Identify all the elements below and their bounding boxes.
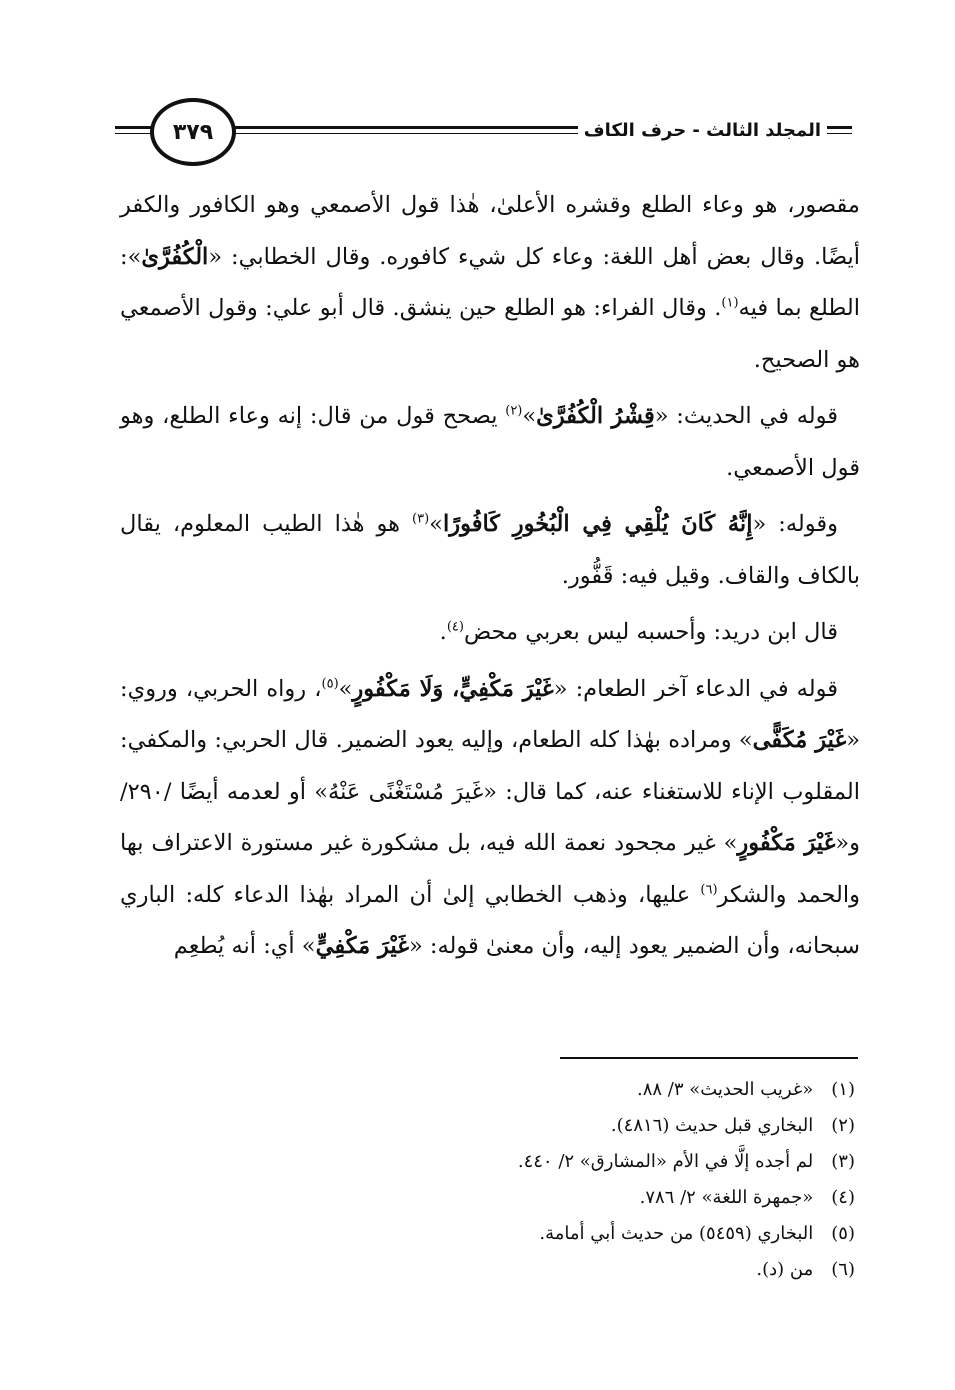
paragraph-3 [120,499,860,602]
quote-term: الْكُفُرَّىٰ [141,243,209,270]
footnote-ref-3[interactable]: (٣) [412,511,430,527]
quote-term: غَيْرَ مَكْفُورٍ [737,830,836,856]
text-run: . وقال الفراء: هو الطلع حين ينشق. قال أبو علي: وقول الأصمعي هو الصحيح. [120,295,860,373]
footnote-text: «غريب الحديث» ٣/ ٨٨. [636,1079,814,1100]
paragraph-1 [120,180,860,386]
header-title: المجلد الثالث - حرف الكاف [578,120,827,141]
main-text [120,180,860,978]
text-run: مقصور، هو وعاء الطلع وقشره الأعلىٰ، هٰذا قول الأصمعي وهو الكافور والكفر أيضًا. وقال بعض أهل اللغة: وعاء كل شيء كافوره. وقال الخطابي: « [120,192,860,270]
footnote-number: (٦) [831,1259,855,1280]
footnote-ref-6[interactable]: (٦) [700,882,718,897]
footnote-number: (٣) [831,1151,855,1172]
text-run: ، رواه الحربي، وروي: « [120,675,861,753]
text-run: قوله في الدعاء آخر الطعام: « [553,675,838,702]
footnote-text: البخاري (٥٤٥٩) من حديث أبي أمامة. [539,1223,814,1244]
footnote-number: (٤) [831,1187,855,1208]
footnote-number: (١) [831,1079,855,1100]
text-run: يصحح قول من قال: إنه وعاء الطلع، وهو قول الأصمعي. [120,403,860,481]
paragraph-4 [120,607,860,659]
text-run: . [439,619,447,645]
paragraph-5 [120,664,860,973]
footnote-number: (٢) [831,1115,855,1136]
text-run: »: الطلع بما فيه [120,243,860,321]
text-run: وقوله: « [752,511,838,537]
text-run: هو هٰذا الطيب المعلوم، يقال بالكاف والقاف. وقيل فيه: قَفُّور. [120,511,860,589]
text-run: » [522,403,537,429]
text-run: » [338,675,353,702]
quote-term: قِشْرُ الْكُفُرَّىٰ [536,403,655,429]
footnote-6 [95,1252,855,1288]
footnote-ref-4[interactable]: (٤) [446,619,464,635]
footnote-ref-2[interactable]: (٢) [505,403,523,419]
footnote-text: من (د). [756,1259,814,1280]
quote-term: غَيْرَ مُكَفًّى [752,727,847,753]
quote-term: غَيْرَ مَكْفِيٍّ [315,933,409,959]
text-run: » أي: أنه يُطعِم [173,933,316,959]
running-header [0,90,955,180]
text-run: قال ابن دريد: وأحسبه ليس بعربي محض [463,619,838,645]
footnote-ref-5[interactable]: (٥) [321,676,339,691]
footnote-text: لم أجده إلَّا في الأم «المشارق» ٢/ ٤٤٠. [517,1151,814,1172]
header-rule-left [115,126,155,129]
page-number: ٣٧٩ [150,98,236,166]
footnote-number: (٥) [831,1223,855,1244]
text-run: » [429,511,443,537]
text-run: » غير مجحود نعمة الله فيه، بل مشكورة غير مستورة الاعتراف بها والحمد والشكر [120,830,860,908]
text-run: عليها، وذهب الخطابي إلىٰ أن المراد بهٰذا الدعاء كله: الباري سبحانه، وأن الضمير يعود إليه، وأن معنىٰ قوله: « [120,881,860,959]
header-rule-left-thin [115,133,155,134]
text-run: قوله في الحديث: « [654,403,839,429]
footnote-3 [95,1144,855,1180]
footnote-1 [95,1072,855,1108]
footnote-ref-1[interactable]: (١) [721,295,739,311]
footnote-5 [95,1216,855,1252]
footnote-separator [560,1057,858,1059]
footnotes [95,1072,855,1288]
quote-term: غَيْرَ مَكْفِيٍّ، وَلَا مَكْفُورٍ [352,675,554,702]
footnote-2 [95,1108,855,1144]
quote-term: إِنَّهُ كَانَ يُلْقِي فِي الْبُخُورِ كَافُورًا [442,511,753,537]
footnote-text: «جمهرة اللغة» ٢/ ٧٨٦. [639,1187,814,1208]
footnote-text: البخاري قبل حديث (٤٨١٦). [610,1115,814,1136]
footnote-4 [95,1180,855,1216]
text-run: » ومراده بهٰذا كله الطعام، وإليه يعود الضمير. قال الحربي: والمكفي: المقلوب الإناء للاستغناء عنه، كما قال: «غَيرَ مُسْتَغْنًى عَنْهُ» أو لعدمه أيضًا /٢٩٠/ و« [120,727,860,856]
paragraph-2 [120,391,860,494]
